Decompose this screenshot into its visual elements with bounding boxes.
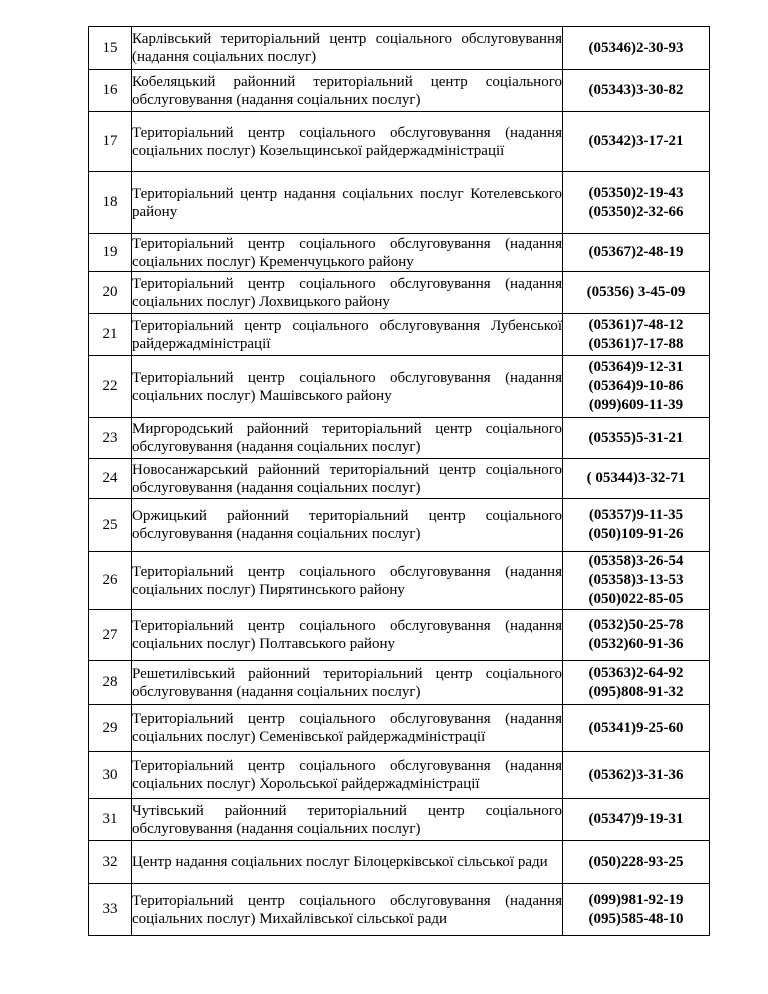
row-number: 20: [89, 272, 132, 314]
phone-number: (099)609-11-39: [588, 397, 684, 413]
center-name: Миргородський районний територіальний центр соціального обслуговування (надання соціальних послуг): [132, 418, 563, 459]
table-row: [89, 314, 710, 356]
phone-number: (05362)3-31-36: [588, 766, 684, 783]
table-row: [89, 459, 710, 499]
phone-cell: [563, 112, 710, 172]
phone-number: (05356) 3-45-09: [586, 284, 686, 300]
phone-cell: [563, 459, 710, 499]
center-name: Новосанжарський районний територіальний центр соціального обслуговування (надання соціальних послуг): [132, 459, 563, 499]
row-number: 32: [89, 841, 132, 884]
phone-number: ( 05344)3-32-71: [586, 470, 686, 486]
center-name: Територіальний центр соціального обслуговування (надання соціальних послуг) Полтавського району: [132, 610, 563, 661]
row-number: 24: [89, 459, 132, 499]
phone-number: (099)981-92-19: [588, 891, 684, 908]
center-name: Територіальний центр соціального обслуговування (надання соціальних послуг) Машівського району: [132, 356, 563, 418]
phone-number: (095)808-91-32: [588, 683, 684, 700]
phone-number: (05343)3-30-82: [588, 82, 684, 98]
phone-cell: [563, 172, 710, 234]
phone-number: (0532)60-91-36: [588, 636, 684, 652]
center-name: Територіальний центр соціального обслуговування (надання соціальних послуг) Семенівської райдержадміністрації: [132, 705, 563, 752]
phone-cell: [563, 552, 710, 610]
phone-cell: [563, 610, 710, 661]
phone-number: (095)585-48-10: [588, 910, 684, 927]
table-row: [89, 799, 710, 841]
row-number: 16: [89, 70, 132, 112]
center-name: Територіальний центр соціального обслуговування Лубенської райдержадміністрації: [132, 314, 563, 356]
row-number: 25: [89, 499, 132, 552]
center-name: Карлівський територіальний центр соціального обслуговування (надання соціальних послуг): [132, 27, 563, 70]
row-number: 22: [89, 356, 132, 418]
phone-number: (05350)2-32-66: [588, 203, 684, 220]
table-row: [89, 610, 710, 661]
table-row: [89, 841, 710, 884]
phone-number: (05357)9-11-35: [588, 507, 684, 523]
center-name: Територіальний центр соціального обслуговування (надання соціальних послуг) Кременчуцького району: [132, 235, 562, 270]
table-row: [89, 418, 710, 459]
center-name: Територіальний центр соціального обслуговування (надання соціальних послуг) Михайлівської сільської ради: [132, 884, 563, 936]
table-row: [89, 552, 710, 610]
phone-number: (05342)3-17-21: [588, 133, 684, 149]
phone-number: (05341)9-25-60: [588, 719, 684, 736]
phone-number: (05350)2-19-43: [588, 184, 684, 201]
table-row: [89, 172, 710, 234]
phone-number: (05347)9-19-31: [588, 811, 684, 827]
center-name: Територіальний центр соціального обслуговування (надання соціальних послуг) Козельщинської райдержадміністрації: [132, 112, 563, 172]
phone-number: (05361)7-48-12: [588, 316, 684, 333]
center-name: Решетилівський районний територіальний центр соціального обслуговування (надання соціальних послуг): [132, 661, 563, 705]
row-number: 33: [89, 884, 132, 936]
phone-number: (05355)5-31-21: [588, 429, 684, 446]
phone-number: (05358)3-13-53: [588, 572, 684, 588]
center-name: Територіальний центр надання соціальних послуг Котелевського району: [132, 172, 563, 234]
row-number: 17: [89, 112, 132, 172]
row-number: 31: [89, 799, 132, 841]
phone-number: (05361)7-17-88: [588, 335, 684, 352]
center-name: Територіальний центр соціального обслуговування (надання соціальних послуг) Пирятинського району: [132, 552, 563, 610]
row-number: 15: [89, 27, 132, 70]
phone-number: (050)228-93-25: [588, 853, 684, 870]
social-centers-table: [88, 26, 710, 936]
phone-cell: [563, 27, 710, 70]
center-name: Територіальний центр соціального обслуговування (надання соціальних послуг) Лохвицького району: [132, 272, 563, 314]
phone-cell: [563, 661, 710, 705]
phone-cell: [563, 499, 710, 552]
table-row: [89, 112, 710, 172]
table-row: [89, 705, 710, 752]
phone-cell: [563, 841, 710, 884]
phone-number: (05364)9-12-31: [588, 359, 684, 375]
row-number: 19: [89, 234, 132, 272]
phone-number: (05364)9-10-86: [588, 378, 684, 394]
phone-cell: [563, 799, 710, 841]
table-row: [89, 27, 710, 70]
phone-number: (0532)50-25-78: [588, 617, 684, 633]
center-name: Центр надання соціальних послуг Білоцерківської сільської ради: [132, 841, 563, 884]
table-row: [89, 272, 710, 314]
phone-number: (05358)3-26-54: [588, 553, 684, 569]
phone-cell: [563, 272, 710, 314]
table-row: [89, 234, 710, 272]
table-row: [89, 661, 710, 705]
phone-cell: [563, 752, 710, 799]
row-number: 29: [89, 705, 132, 752]
phone-number: (05363)2-64-92: [588, 664, 684, 681]
phone-cell: [563, 70, 710, 112]
center-name: Чутівський районний територіальний центр соціального обслуговування (надання соціальних послуг): [132, 799, 563, 841]
row-number: 21: [89, 314, 132, 356]
table-row: [89, 499, 710, 552]
row-number: 23: [89, 418, 132, 459]
row-number: 18: [89, 172, 132, 234]
row-number: 30: [89, 752, 132, 799]
center-name: Кобеляцький районний територіальний центр соціального обслуговування (надання соціальних послуг): [132, 70, 563, 112]
phone-number: (050)109-91-26: [588, 526, 684, 542]
phone-cell: [563, 884, 710, 936]
center-name: Оржицький районний територіальний центр соціального обслуговування (надання соціальних послуг): [132, 499, 563, 552]
phone-cell: [563, 418, 710, 459]
phone-cell: [563, 705, 710, 752]
table-row: [89, 70, 710, 112]
phone-cell: [563, 356, 710, 418]
phone-number: (05367)2-48-19: [588, 244, 684, 260]
phone-number: (05346)2-30-93: [588, 39, 684, 56]
phone-cell: [563, 234, 710, 272]
phone-number: (050)022-85-05: [588, 591, 684, 607]
table-row: [89, 884, 710, 936]
row-number: 28: [89, 661, 132, 705]
phone-cell: [563, 314, 710, 356]
table-row: [89, 356, 710, 418]
table-row: [89, 752, 710, 799]
row-number: 27: [89, 610, 132, 661]
row-number: 26: [89, 552, 132, 610]
center-name: Територіальний центр соціального обслуговування (надання соціальних послуг) Хорольської райдержадміністрації: [132, 752, 563, 799]
